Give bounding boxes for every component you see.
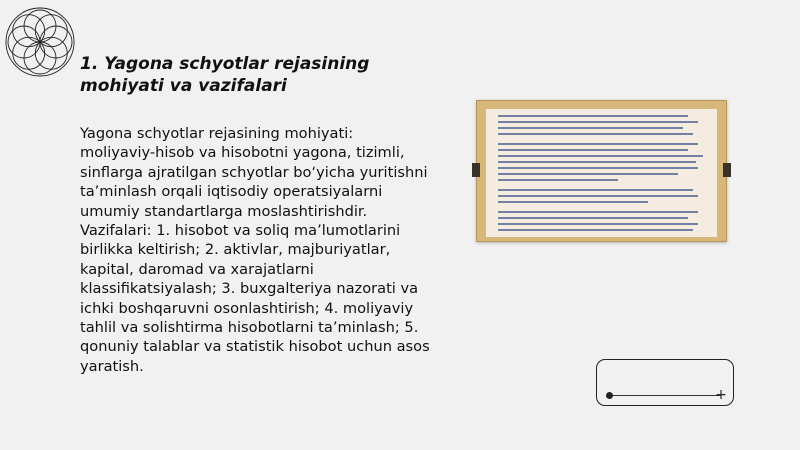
frame-tab-right — [723, 163, 731, 177]
circular-ornament-icon — [2, 4, 78, 80]
document-scan-image — [476, 100, 727, 242]
slide-controls[interactable] — [596, 359, 734, 406]
progress-handle[interactable] — [606, 392, 613, 399]
plus-icon[interactable]: + — [715, 387, 727, 403]
progress-track[interactable] — [609, 395, 721, 396]
slide-title: 1. Yagona schyotlar rejasining mohiyati va vazifalari — [80, 54, 370, 96]
frame-tab-left — [472, 163, 480, 177]
document-paper — [486, 109, 717, 237]
slide-body-text: Yagona schyotlar rejasining mohiyati: moliyaviy-hisob va hisobotni yagona, tizimli, sinflarga ajratilgan schyotlar bo‘yicha yuritishni ta’minlash orqali iqtisodiy operatsiyalarni umumiy standartlarga moslashtirishdir. Vazifalari: 1. hisobot va soliq ma’lumotlarini birlikka keltirish; 2. aktivlar, majburiyatlar, kapital, daromad va xarajatlarni klassifikatsiyalash; 3. buxgalteriya nazorati va ichki boshqaruvni osonlashtirish; 4. moliyaviy tahlil va solishtirma hisobotlarni ta’minlash; 5. qonuniy talablar va statistik hisobot uchun asos yaratish. — [80, 125, 430, 375]
